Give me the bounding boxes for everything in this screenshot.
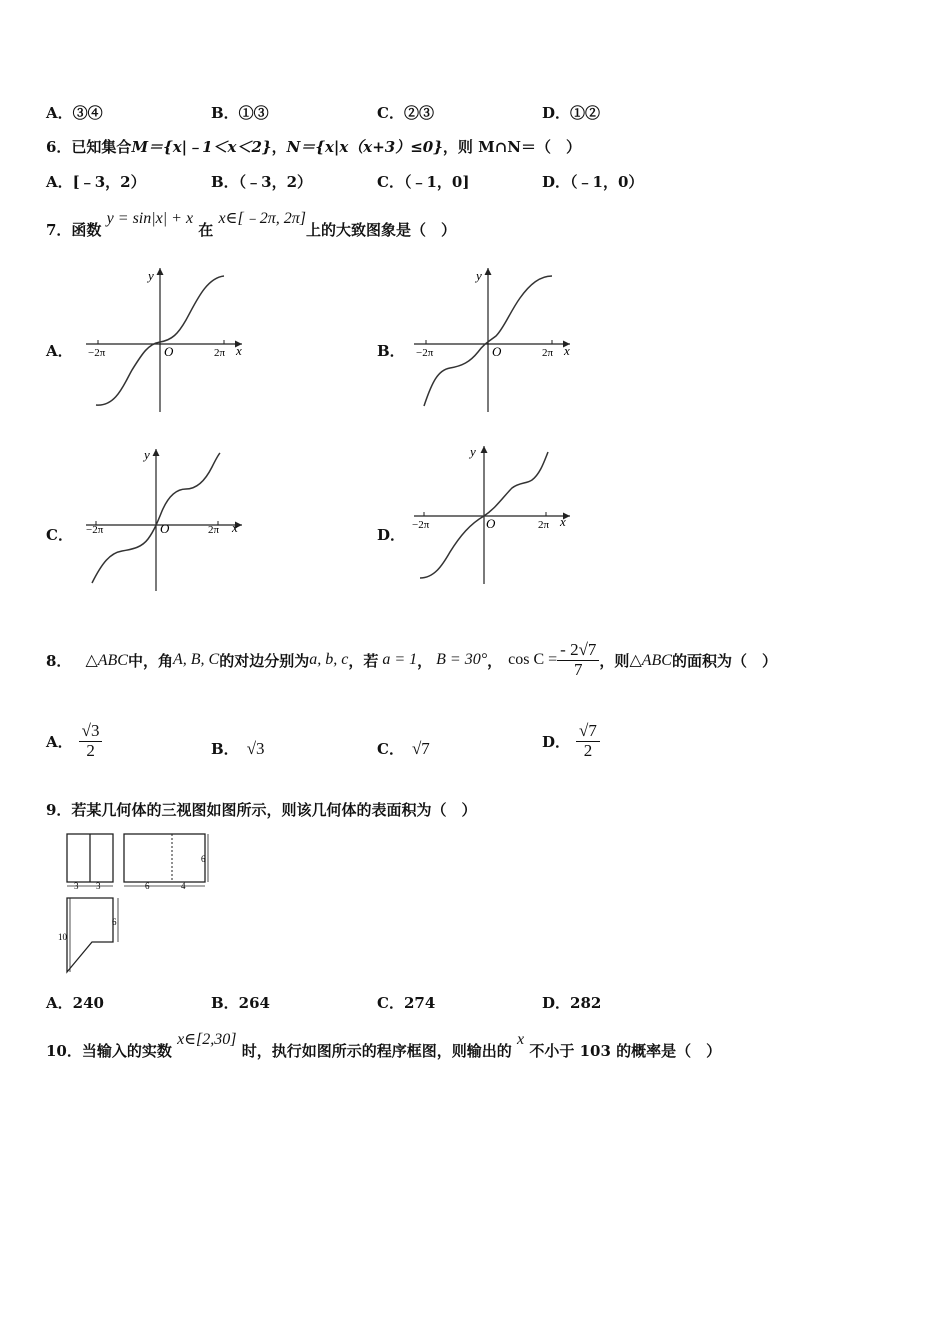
question-7	[46, 205, 456, 239]
neg-2pi-label: −2π	[416, 347, 434, 359]
cos-c-fraction	[557, 641, 599, 679]
sides: a, b, c	[309, 651, 349, 668]
y-label: y	[470, 444, 476, 459]
numerator: √3	[79, 722, 103, 742]
q8-text-4: ，则	[599, 651, 630, 670]
question-8-stem: 8．	[46, 651, 72, 670]
option-value: √3	[246, 738, 265, 758]
triangle-abc: △ABC	[85, 652, 128, 669]
q8-text-2: 的对边分别为	[219, 651, 310, 670]
q6-option-d: D．（﹣1，0）	[542, 173, 644, 191]
three-view-diagram	[50, 830, 220, 980]
angles: A, B, C	[172, 651, 220, 668]
origin-label: O	[160, 521, 170, 536]
q9-option-b: B．264	[211, 994, 270, 1012]
function-expression: y = sin|x| + x	[106, 210, 194, 227]
dim-h6b: 6	[112, 917, 117, 927]
q8-text-5: 的面积为（ ）	[671, 651, 777, 670]
pos-2pi-label: 2π	[538, 519, 550, 531]
option-label: B．	[211, 740, 239, 758]
graph-a-label: A．	[46, 342, 73, 360]
graph-b	[404, 262, 584, 417]
option-c: C．②③	[377, 104, 434, 122]
pos-2pi-label: 2π	[208, 524, 220, 536]
question-7-stem: 7．函数	[46, 221, 102, 239]
output-variable: x	[517, 1031, 525, 1048]
cos-c-denominator: 7	[574, 659, 583, 679]
option-value: √7	[411, 738, 430, 758]
question-10-tail: 不小于 103 的概率是（ ）	[529, 1042, 722, 1060]
x-label: x	[236, 343, 242, 358]
cos-c-lhs: cos C =	[508, 651, 558, 668]
graph-b-label: B．	[377, 342, 405, 360]
option-label: C．	[377, 740, 404, 758]
question-7-mid: 在	[198, 221, 214, 239]
q6-option-c: C．（﹣1，0]	[377, 173, 470, 191]
q8-comma-2: ，	[487, 651, 503, 670]
option-d-fraction	[576, 722, 600, 760]
y-label: y	[148, 268, 154, 283]
option-a: A．③④	[46, 104, 103, 122]
q8-text-3: ，若	[348, 651, 379, 670]
origin-label: O	[486, 516, 496, 531]
dim-6: 6	[145, 881, 150, 891]
input-domain: x∈[2,30]	[177, 1031, 237, 1048]
graph-d-label: D．	[377, 526, 406, 544]
dim-4: 4	[181, 881, 186, 891]
question-10	[46, 1028, 722, 1060]
option-label: D．	[542, 732, 571, 751]
pos-2pi-label: 2π	[214, 347, 226, 359]
q8-option-c	[377, 738, 430, 759]
dim-h6a: 6	[201, 854, 206, 864]
q9-option-a: A．240	[46, 994, 104, 1012]
origin-label: O	[164, 344, 174, 359]
x-label: x	[564, 343, 570, 358]
side-view	[124, 834, 205, 882]
b-value: B = 30°	[436, 651, 488, 668]
q6-option-a: A．[﹣3，2）	[46, 173, 146, 191]
denominator: 2	[86, 740, 95, 760]
neg-2pi-label: −2π	[86, 524, 104, 536]
question-6	[46, 136, 581, 157]
denominator: 2	[583, 740, 593, 760]
top-view	[67, 898, 113, 972]
q8-option-b	[211, 738, 265, 759]
graph-c	[76, 443, 256, 598]
question-6-tail: ，则 M∩N＝（ ）	[442, 138, 582, 156]
option-a-fraction	[79, 722, 103, 760]
neg-2pi-label: −2π	[88, 347, 106, 359]
graph-d	[408, 440, 588, 595]
neg-2pi-label: −2π	[412, 519, 430, 531]
set-m: M＝{x|﹣1＜x＜2}	[131, 138, 272, 156]
q8-option-a	[46, 716, 102, 766]
q8-option-d	[542, 716, 600, 766]
dim-3a: 3	[74, 881, 79, 891]
graph-a	[76, 262, 256, 417]
graph-c-label: C．	[46, 526, 73, 544]
question-8	[46, 634, 777, 686]
origin-label: O	[492, 344, 502, 359]
option-d: D．①②	[542, 104, 601, 122]
option-b: B．①③	[211, 104, 269, 122]
dim-h10: 10	[58, 932, 67, 942]
question-7-tail: 上的大致图象是（ ）	[305, 221, 456, 239]
question-10-mid: 时，执行如图所示的程序框图，则输出的	[241, 1042, 512, 1060]
question-6-stem: 6．已知集合	[46, 138, 132, 156]
q9-option-d: D．282	[542, 994, 602, 1012]
triangle-abc-2: △ABC	[629, 652, 672, 669]
x-label: x	[232, 520, 238, 535]
separator: ，	[271, 138, 287, 156]
q8-text-1: 中，角	[127, 651, 173, 670]
x-label: x	[560, 514, 566, 529]
y-label: y	[476, 268, 482, 283]
dim-3b: 3	[96, 881, 101, 891]
question-9: 9．若某几何体的三视图如图所示，则该几何体的表面积为（ ）	[46, 801, 477, 819]
a-value: a = 1	[382, 651, 418, 668]
q8-comma: ，	[417, 651, 433, 670]
y-label: y	[144, 447, 150, 462]
function-domain: x∈[﹣2π, 2π]	[218, 210, 306, 227]
q9-option-c: C．274	[377, 994, 436, 1012]
q6-option-b: B．（﹣3，2）	[211, 173, 313, 191]
cos-c-numerator: - 2√7	[557, 641, 599, 661]
numerator: √7	[576, 722, 600, 742]
pos-2pi-label: 2π	[542, 347, 554, 359]
set-n: N＝{x|x（x+3）≤0}	[286, 138, 443, 156]
option-label: A．	[46, 732, 73, 751]
question-10-stem: 10．当输入的实数	[46, 1042, 172, 1060]
